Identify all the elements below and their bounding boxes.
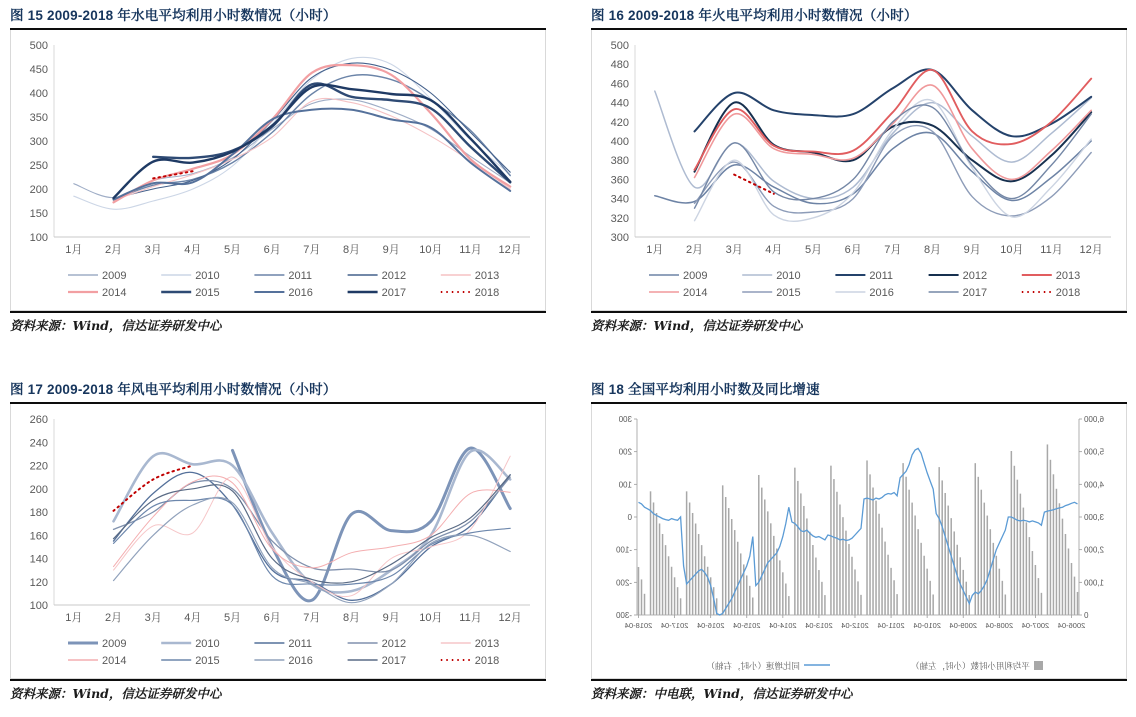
figure-16-bottom-rule (591, 311, 1127, 313)
y-tick-label: 300 (610, 232, 629, 244)
x-tick-label: 5月 (223, 612, 242, 624)
y-tick-label: 460 (610, 78, 629, 91)
legend-label-2011: 2011 (288, 638, 313, 650)
legend-label-2011: 2011 (288, 270, 313, 282)
legend-label-2012: 2012 (962, 270, 988, 282)
left-axis-tick: 2,000 (1084, 545, 1105, 555)
y-tick-label: 350 (29, 112, 48, 124)
axes (615, 415, 1104, 630)
legend-label-2014: 2014 (102, 655, 127, 667)
source-text: Wind，信达证券研发中心 (72, 318, 222, 333)
x-tick-label: 9月 (963, 244, 981, 256)
figure-17-source (10, 684, 546, 702)
y-tick-label: 100 (29, 600, 48, 612)
left-axis-tick: 4,000 (1084, 480, 1105, 490)
y-tick-label: 440 (610, 97, 629, 110)
right-axis-tick: 0 (627, 513, 632, 522)
legend-label-2010: 2010 (776, 270, 801, 282)
x-tick-label: 2007-04 (1021, 621, 1050, 630)
y-tick-label: 240 (29, 437, 48, 450)
left-axis-tick: 5,000 (1084, 447, 1105, 457)
x-tick-label: 2012-04 (841, 621, 869, 630)
x-tick-label: 8月 (342, 612, 361, 624)
series-2016 (114, 109, 511, 200)
y-tick-label: 120 (29, 576, 48, 589)
x-tick-label: 7月 (884, 244, 902, 256)
x-tick-label: 6月 (263, 244, 281, 256)
figure-18-national (591, 380, 1127, 702)
x-tick-label: 7月 (303, 244, 321, 256)
x-tick-label: 2月 (104, 244, 123, 256)
figure-16-chart-box (591, 30, 1127, 311)
national-utilization-combo-chart-mirrored (593, 405, 1125, 677)
legend-label-2017: 2017 (962, 287, 988, 299)
x-tick-label: 2013-04 (805, 621, 833, 630)
legend-label-2017: 2017 (381, 655, 407, 667)
series-2015 (153, 83, 510, 182)
x-tick-label: 9月 (382, 612, 400, 624)
x-tick-label: 12月 (1079, 244, 1103, 256)
x-tick-label: 2010-04 (913, 621, 941, 630)
series-2018 (114, 466, 193, 511)
source-text: Wind，信达证券研发中心 (72, 686, 222, 701)
y-tick-label: 220 (29, 460, 48, 473)
legend (68, 638, 499, 667)
figure-18-source (591, 684, 1127, 702)
legend-label-2015: 2015 (195, 287, 220, 299)
legend-label-2013: 2013 (474, 270, 500, 282)
x-tick-label: 12月 (498, 612, 522, 624)
y-tick-label: 180 (29, 507, 48, 519)
source-label: 资料来源： (10, 318, 73, 333)
wind-utilization-line-chart (12, 405, 544, 677)
y-tick-label: 320 (610, 212, 629, 225)
y-tick-label: 450 (29, 64, 48, 76)
y-tick-label: 400 (29, 88, 48, 100)
y-tick-label: 200 (29, 483, 48, 496)
legend-label-2015: 2015 (776, 287, 801, 299)
legend-label-2016: 2016 (288, 655, 313, 667)
legend-swatch-bars (1034, 661, 1043, 670)
x-tick-label: 8月 (342, 244, 361, 256)
x-tick-label: 5月 (223, 244, 242, 256)
figure-18-bottom-rule (591, 679, 1127, 681)
legend-label-line: 同比增速（小时，右轴） (706, 661, 800, 671)
legend-label-2017: 2017 (381, 287, 407, 299)
x-tick-label: 6月 (263, 612, 281, 624)
x-tick-label: 3月 (144, 244, 162, 256)
x-tick-label: 11月 (459, 612, 482, 624)
legend (68, 270, 499, 299)
legend-label-2016: 2016 (869, 287, 894, 299)
y-tick-label: 480 (610, 59, 629, 72)
x-tick-label: 11月 (459, 244, 482, 256)
y-tick-label: 360 (610, 174, 629, 187)
x-tick-label: 7月 (303, 612, 321, 624)
source-label: 资料来源： (591, 318, 654, 333)
series-avg-utilization-hours-bars (638, 444, 1078, 615)
legend-label-2013: 2013 (474, 638, 500, 650)
legend-label-2009: 2009 (102, 270, 127, 282)
y-tick-label: 200 (29, 184, 48, 196)
figure-15-title: 图 15 2009-2018 年水电平均利用小时数情况（小时） (10, 8, 337, 23)
legend-label-2018: 2018 (474, 655, 500, 667)
legend-label-2012: 2012 (381, 638, 407, 650)
x-tick-label: 2011-04 (877, 621, 905, 630)
x-tick-label: 8月 (923, 244, 942, 256)
figure-15-source (10, 316, 546, 334)
x-tick-label: 11月 (1040, 244, 1063, 256)
legend-label-2014: 2014 (683, 287, 708, 299)
x-tick-label: 4月 (184, 612, 202, 624)
right-axis-tick: 100 (618, 480, 632, 490)
series-2015 (695, 126, 1092, 216)
x-tick-label: 2008-04 (985, 621, 1014, 630)
x-tick-label: 10月 (419, 612, 443, 624)
figure-16-source (591, 316, 1127, 334)
legend-label-2013: 2013 (1055, 270, 1081, 282)
x-tick-label: 2015-04 (732, 621, 761, 630)
x-tick-label: 4月 (765, 244, 783, 256)
figure-16-thermal (591, 6, 1127, 334)
y-tick-label: 150 (29, 208, 48, 220)
hydro-utilization-line-chart (12, 31, 544, 309)
figure-18-chart-box (591, 404, 1127, 679)
thermal-utilization-line-chart (593, 31, 1125, 309)
legend-label-2010: 2010 (195, 270, 220, 282)
y-tick-label: 380 (610, 155, 629, 168)
x-tick-label: 10月 (419, 244, 443, 256)
y-tick-label: 420 (610, 116, 629, 129)
series-2009 (74, 99, 510, 198)
figure-15-chart-box (10, 30, 546, 311)
figure-18-title: 图 18 全国平均利用小时数及同比增速 (591, 382, 820, 397)
x-tick-label: 5月 (804, 244, 823, 256)
legend-label-2018: 2018 (1055, 287, 1081, 299)
legend-label-bars: 平均利用小时数（小时，左轴） (910, 661, 1030, 671)
legend-label-2014: 2014 (102, 287, 127, 299)
x-tick-label: 1月 (646, 244, 664, 256)
x-tick-label: 1月 (65, 612, 83, 624)
x-tick-label: 2006-04 (1057, 621, 1086, 630)
figure-16-title: 图 16 2009-2018 年火电平均利用小时数情况（小时） (591, 8, 918, 23)
legend (706, 661, 1043, 672)
legend-label-2009: 2009 (102, 638, 127, 650)
figure-17-wind (10, 380, 546, 702)
y-tick-label: 250 (29, 160, 48, 172)
legend-label-2011: 2011 (869, 270, 894, 282)
source-text: Wind，信达证券研发中心 (653, 318, 803, 333)
left-axis-tick: 6,000 (1084, 415, 1105, 424)
figure-15-hydro (10, 6, 546, 334)
source-label: 资料来源： (10, 686, 73, 701)
figure-17-chart-box (10, 404, 546, 679)
y-tick-label: 260 (29, 414, 48, 426)
x-tick-label: 12月 (498, 244, 522, 256)
left-axis-tick: 1,000 (1084, 578, 1105, 588)
legend-label-2009: 2009 (683, 270, 708, 282)
y-tick-label: 100 (29, 232, 48, 244)
x-tick-label: 4月 (184, 244, 202, 256)
right-axis-tick: -300 (615, 611, 632, 620)
y-tick-label: 400 (610, 136, 629, 148)
figure-17-title: 图 17 2009-2018 年风电平均利用小时数情况（小时） (10, 382, 337, 397)
legend-label-2018: 2018 (474, 287, 500, 299)
right-axis-tick: -100 (615, 545, 632, 555)
y-tick-label: 300 (29, 136, 48, 148)
y-tick-label: 160 (29, 530, 48, 543)
y-tick-label: 140 (29, 553, 48, 566)
right-axis-tick: 300 (618, 415, 632, 424)
x-tick-label: 3月 (725, 244, 743, 256)
x-tick-label: 2月 (685, 244, 704, 256)
legend (649, 270, 1080, 299)
x-tick-label: 2016-04 (696, 621, 725, 630)
y-tick-label: 500 (610, 40, 629, 52)
legend-label-2012: 2012 (381, 270, 407, 282)
x-tick-label: 2014-04 (769, 621, 797, 630)
left-axis-tick: 3,000 (1084, 513, 1105, 522)
right-axis-tick: -200 (615, 578, 632, 588)
x-tick-label: 2017-04 (660, 621, 689, 630)
x-tick-label: 6月 (844, 244, 862, 256)
x-tick-label: 3月 (144, 612, 162, 624)
x-tick-label: 2018-04 (624, 621, 653, 630)
x-tick-label: 1月 (65, 244, 83, 256)
figure-15-bottom-rule (10, 311, 546, 313)
y-tick-label: 340 (610, 193, 629, 206)
x-tick-label: 2009-04 (949, 621, 978, 630)
legend-label-2010: 2010 (195, 638, 220, 650)
left-axis-tick: 0 (1084, 611, 1089, 620)
y-tick-label: 500 (29, 40, 48, 52)
right-axis-tick: 200 (618, 447, 632, 457)
axes (30, 414, 530, 624)
x-tick-label: 9月 (382, 244, 400, 256)
legend-label-2016: 2016 (288, 287, 313, 299)
x-tick-label: 10月 (1000, 244, 1024, 256)
source-label: 资料来源： (591, 686, 654, 701)
figure-17-bottom-rule (10, 679, 546, 681)
legend-label-2015: 2015 (195, 655, 220, 667)
source-text: 中电联，Wind，信达证券研发中心 (653, 686, 853, 701)
x-tick-label: 2月 (104, 612, 123, 624)
